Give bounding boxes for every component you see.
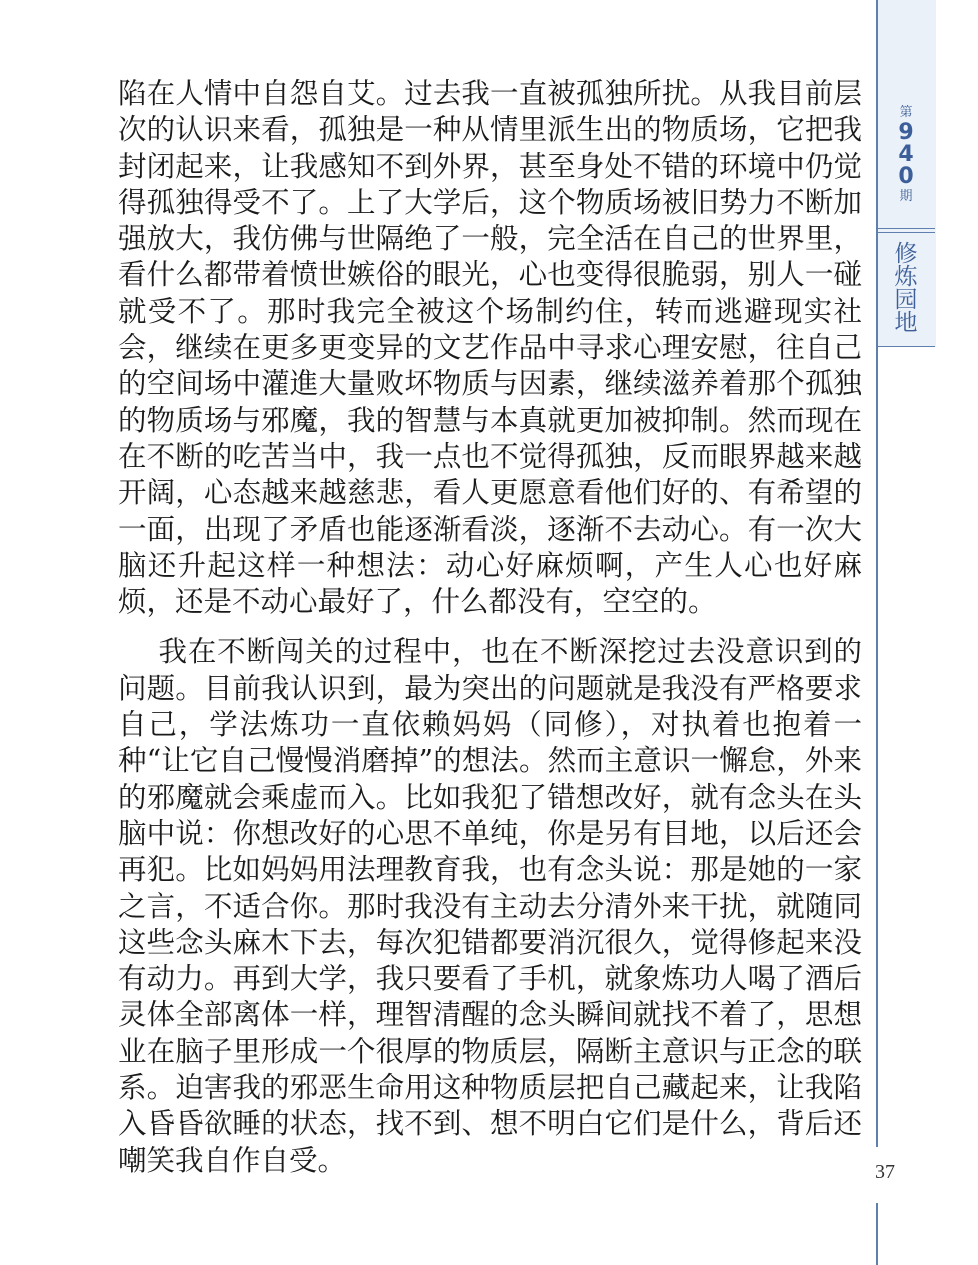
section-title-char: 修: [894, 241, 918, 267]
section-title: [877, 243, 935, 335]
issue-suffix: 期: [899, 189, 913, 204]
paragraph: 陷在人情中自怨自艾。过去我一直被孤独所扰。从我目前层次的认识来看，孤独是一种从情里派生出的物质场，它把我封闭起来，让我感知不到外界，甚至身处不错的环境中仍觉得孤独得受不了。上了大学后，这个物质场被旧势力不断加强放大，我仿佛与世隔绝了一般，完全活在自己的世界里，看什么都带着愤世嫉俗的眼光，心也变得很脆弱，别人一碰就受不了。那时我完全被这个场制约住，转而逃避现实社会，继续在更多更变异的文艺作品中寻求心理安慰，往自己的空间场中灌進大量败坏物质与因素，继续滋养着那个孤独的物质场与邪魔，我的智慧与本真就更加被抑制。然而现在在不断的吃苦当中，我一点也不觉得孤独，反而眼界越来越开阔，心态越来越慈悲，看人更愿意看他们好的、有希望的一面，出现了矛盾也能逐渐看淡，逐渐不去动心。有一次大脑还升起这样一种想法：动心好麻烦啊，产生人心也好麻烦，还是不动心最好了，什么都没有，空空的。: [118, 77, 862, 619]
section-title-char: 地: [894, 310, 918, 336]
issue-digit: 0: [898, 164, 914, 189]
tab-rule: [877, 232, 935, 233]
paragraph: 我在不断闯关的过程中，也在不断深挖过去没意识到的问题。目前我认识到，最为突出的问题就是我没有严格要求自己，学法炼功一直依赖妈妈（同修），对执着也抱着一种“让它自己慢慢消磨掉”的想法。然而主意识一懈怠，外来的邪魔就会乘虚而入。比如我犯了错想改好，就有念头在头脑中说：你想改好的心思不单纯，你是另有目地，以后还会再犯。比如妈妈用法理教育我，也有念头说：那是她的一家之言，不适合你。那时我没有主动去分清外来干扰，就随同这些念头麻木下去，每次犯错都要消沉很久，觉得修起来没有动力。再到大学，我只要看了手机，就象炼功人喝了酒后灵体全部离体一样，理智清醒的念头瞬间就找不着了，思想业在脑子里形成一个很厚的物质层，隔断主意识与正念的联系。迫害我的邪恶生命用这种物质层把自己藏起来，让我陷入昏昏欲睡的状态，找不到、想不明白它们是什么，背后还嘲笑我自作自受。: [118, 635, 862, 1177]
section-title-char: 园: [894, 287, 918, 313]
issue-number: [877, 104, 935, 206]
section-title-char: 炼: [894, 264, 918, 290]
tab-rule: [877, 228, 935, 229]
tab-rule-bottom: [877, 346, 935, 347]
issue-prefix: 第: [899, 105, 913, 120]
issue-digit: 9: [898, 120, 914, 145]
article-body: [118, 76, 862, 1179]
issue-digit: 4: [898, 142, 914, 167]
page-number: 37: [875, 1161, 895, 1183]
side-divider-line-bottom: [876, 1203, 878, 1265]
